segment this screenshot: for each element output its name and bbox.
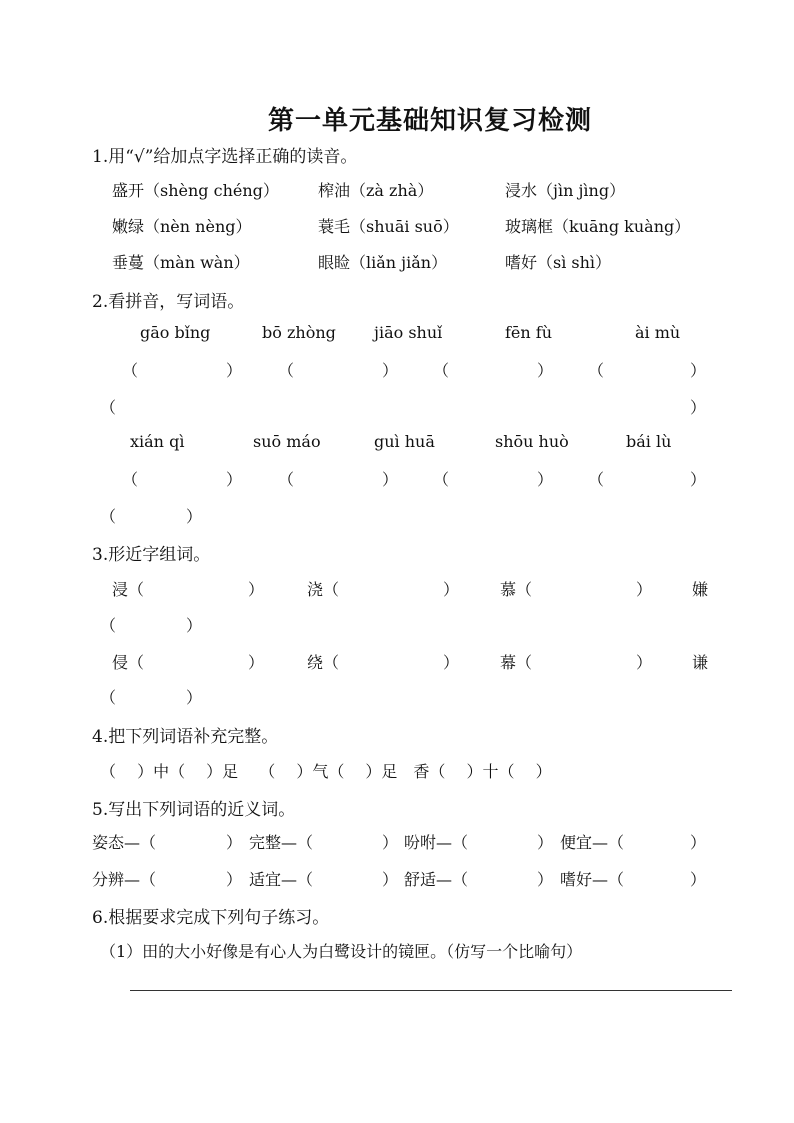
answer-box-close: ） — [226, 470, 243, 489]
q3-char: 浸（ — [112, 580, 145, 599]
q5-item: 分辨—（ — [92, 870, 157, 889]
answer-box-open: （ — [100, 507, 117, 526]
pinyin: bái lù — [626, 432, 672, 451]
q5-item: 吩咐—（ — [404, 833, 469, 852]
answer-box-close: ） — [382, 361, 399, 380]
q3-char: 绕（ — [307, 653, 340, 672]
pinyin: fēn fù — [505, 323, 553, 342]
q5-item: 嗜好—（ — [560, 870, 625, 889]
answer-box-close: ） — [690, 470, 707, 489]
q3-char: 幕（ — [500, 653, 533, 672]
q5-close: ） — [537, 833, 554, 852]
answer-box-open: （ — [278, 470, 295, 489]
pinyin: xián qì — [130, 432, 185, 451]
q5-close: ） — [690, 833, 707, 852]
answer-box-open: （ — [122, 470, 139, 489]
pinyin: ài mù — [635, 323, 681, 342]
pinyin: shōu huò — [495, 432, 569, 451]
q1-item: 玻璃框（kuāng kuàng） — [505, 217, 691, 236]
q1-item: 眼睑（liǎn jiǎn） — [318, 253, 448, 272]
q5-close: ） — [690, 870, 707, 889]
q1-item: 榨油（zà zhà） — [318, 181, 434, 200]
q3-close: ） — [186, 616, 203, 635]
q5-close: ） — [226, 870, 243, 889]
q3-char: 浇（ — [307, 580, 340, 599]
q5-close: ） — [226, 833, 243, 852]
q5-close: ） — [382, 833, 399, 852]
q1-heading: 1.用“√”给加点字选择正确的读音。 — [92, 147, 358, 167]
answer-line[interactable] — [130, 990, 732, 991]
answer-box-open: （ — [278, 361, 295, 380]
q3-close: ） — [248, 580, 265, 599]
answer-box-open: （ — [122, 361, 139, 380]
pinyin: suō máo — [253, 432, 321, 451]
answer-box-close: ） — [537, 470, 554, 489]
q3-char: 侵（ — [112, 653, 145, 672]
pinyin: guì huā — [374, 432, 435, 451]
q5-item: 完整—（ — [249, 833, 314, 852]
q6-sub1: （1）田的大小好像是有心人为白鹭设计的镜匣。（仿写一个比喻句） — [100, 942, 583, 961]
answer-box-close: ） — [382, 470, 399, 489]
q3-open: （ — [100, 616, 117, 635]
answer-box-close: ） — [690, 398, 707, 417]
answer-box-open: （ — [588, 470, 605, 489]
answer-box-close: ） — [537, 361, 554, 380]
q4-line: （ ）中（ ）足 （ ）气（ ）足 香（ ）十（ ） — [100, 762, 552, 781]
q3-close: ） — [443, 580, 460, 599]
q1-item: 盛开（shèng chéng） — [112, 181, 279, 200]
q3-open: （ — [100, 688, 117, 707]
q5-item: 姿态—（ — [92, 833, 157, 852]
answer-box-close: ） — [690, 361, 707, 380]
pinyin: bō zhòng — [262, 323, 336, 342]
q3-heading: 3.形近字组词。 — [92, 545, 211, 565]
q3-close: ） — [636, 653, 653, 672]
q3-close: ） — [186, 688, 203, 707]
q5-heading: 5.写出下列词语的近义词。 — [92, 800, 296, 820]
q4-heading: 4.把下列词语补充完整。 — [92, 727, 279, 747]
q5-close: ） — [537, 870, 554, 889]
q5-item: 便宜—（ — [560, 833, 625, 852]
q3-close: ） — [443, 653, 460, 672]
q3-char: 慕（ — [500, 580, 533, 599]
page-title: 第一单元基础知识复习检测 — [267, 106, 592, 136]
q2-heading: 2.看拼音，写词语。 — [92, 292, 245, 312]
q6-heading: 6.根据要求完成下列句子练习。 — [92, 908, 330, 928]
pinyin: jiāo shuǐ — [374, 323, 443, 342]
q1-item: 嫩绿（nèn nèng） — [112, 217, 252, 236]
q5-item: 适宜—（ — [249, 870, 314, 889]
pinyin: gāo bǐng — [140, 323, 211, 342]
q3-close: ） — [636, 580, 653, 599]
q3-char: 嫌 — [692, 580, 709, 599]
q1-item: 浸水（jìn jìng） — [505, 181, 626, 200]
answer-box-open: （ — [588, 361, 605, 380]
answer-box-close: ） — [226, 361, 243, 380]
q3-char: 谦 — [692, 653, 709, 672]
answer-box-open: （ — [433, 470, 450, 489]
q5-item: 舒适—（ — [404, 870, 469, 889]
q5-close: ） — [382, 870, 399, 889]
answer-box-open: （ — [433, 361, 450, 380]
q1-item: 嗜好（sì shì） — [505, 253, 612, 272]
q1-item: 蓑毛（shuāi suō） — [318, 217, 459, 236]
q1-item: 垂蔓（màn wàn） — [112, 253, 250, 272]
answer-box-close: ） — [186, 507, 203, 526]
answer-box-open: （ — [100, 398, 117, 417]
q3-close: ） — [248, 653, 265, 672]
